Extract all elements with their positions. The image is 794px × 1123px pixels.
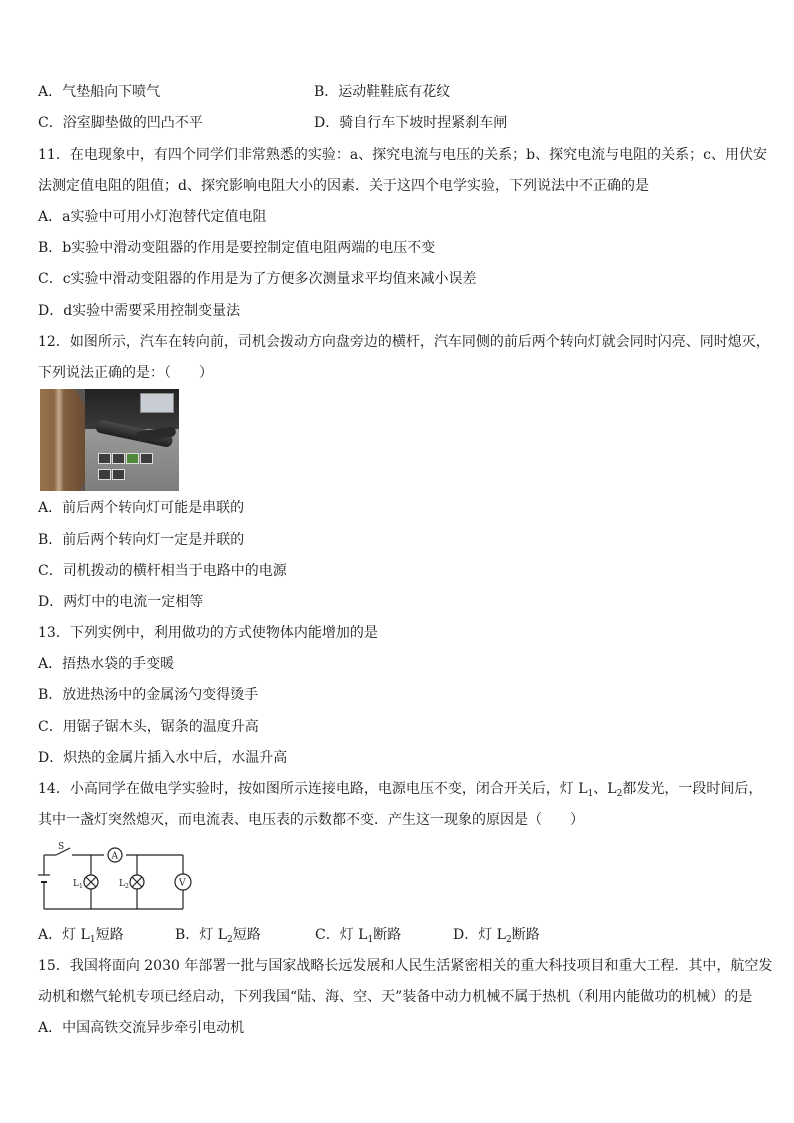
ammeter-label: A [111,851,118,862]
circuit-diagram [36,842,192,914]
q14-option-b: B．灯 $L_2$短路 [175,927,261,945]
q12-stem-line1: 12．如图所示，汽车在转向前，司机会拨动方向盘旁边的横杆，汽车同侧的前后两个转向灯就会同时闪亮、同时熄灭， [38,334,770,350]
lamp1-label: $L_1$ [73,879,83,890]
q15-stem-line2: 动机和燃气轮机专项已经启动，下列我国“陆、海、空、天”装备中动力机械不属于热机（利用内能做功的机械）的是 [38,989,753,1005]
q15-option-a: A．中国高铁交流异步牵引电动机 [38,1020,245,1036]
q14-option-a: A．灯 $L_1$短路 [38,927,124,945]
q13-option-b: B．放进热汤中的金属汤勺变得烫手 [38,687,259,703]
q14-stem-line1: 14．小高同学在做电学实验时，按如图所示连接电路，电源电压不变，闭合开关后，灯 $L_1$、$L_2$都发光，一段时间后， [38,781,763,799]
q11-stem-line2: 法测定值电阻的阻值；d、探究影响电阻大小的因素．关于这四个电学实验，下列说法中不正确的是 [38,178,649,194]
lamp2-label: $L_2$ [119,879,129,890]
q13-option-a: A．捂热水袋的手变暖 [38,656,175,672]
q10-option-b: B．运动鞋鞋底有花纹 [314,84,451,100]
q13-option-c: C．用锯子锯木头，锯条的温度升高 [38,719,259,735]
q13-option-d: D．炽热的金属片插入水中后，水温升高 [38,750,288,766]
q12-option-d: D．两灯中的电流一定相等 [38,594,204,610]
q13-stem: 13．下列实例中，利用做功的方式使物体内能增加的是 [38,625,378,641]
q12-option-c: C．司机拨动的横杆相当于电路中的电源 [38,563,287,579]
q12-stem-line2: 下列说法正确的是：（ ） [38,365,213,381]
q14-option-c: C．灯 $L_1$断路 [315,927,402,945]
q12-option-b: B．前后两个转向灯一定是并联的 [38,532,245,548]
q15-stem-line1: 15．我国将面向 2030 年部署一批与国家战略长远发展和人民生活紧密相关的重大科技项目和重大工程．其中，航空发 [38,958,773,974]
voltmeter-label: V [179,878,186,889]
q11-stem-line1: 11．在电现象中，有四个同学们非常熟悉的实验：a、探究电流与电压的关系；b、探究电流与电阻的关系；c、用伏安 [38,147,767,163]
q11-option-b: B．b实验中滑动变阻器的作用是要控制定值电阻两端的电压不变 [38,240,436,256]
q10-option-d: D．骑自行车下坡时捏紧刹车闸 [314,115,508,131]
q11-option-c: C．c实验中滑动变阻器的作用是为了方便多次测量求平均值来减小误差 [38,271,477,287]
switch-label: S [58,842,65,852]
q11-option-a: A．a实验中可用小灯泡替代定值电阻 [38,209,267,225]
q10-option-c: C．浴室脚垫做的凹凸不平 [38,115,203,131]
steering-stalk-photo [40,389,179,491]
q14-stem-line2: 其中一盏灯突然熄灭，而电流表、电压表的示数都不变．产生这一现象的原因是（ ） [38,812,584,828]
q11-option-d: D．d实验中需要采用控制变量法 [38,303,241,319]
q14-option-d: D．灯 $L_2$断路 [453,927,540,945]
q10-option-a: A．气垫船向下喷气 [38,84,161,100]
q12-option-a: A．前后两个转向灯可能是串联的 [38,500,245,516]
